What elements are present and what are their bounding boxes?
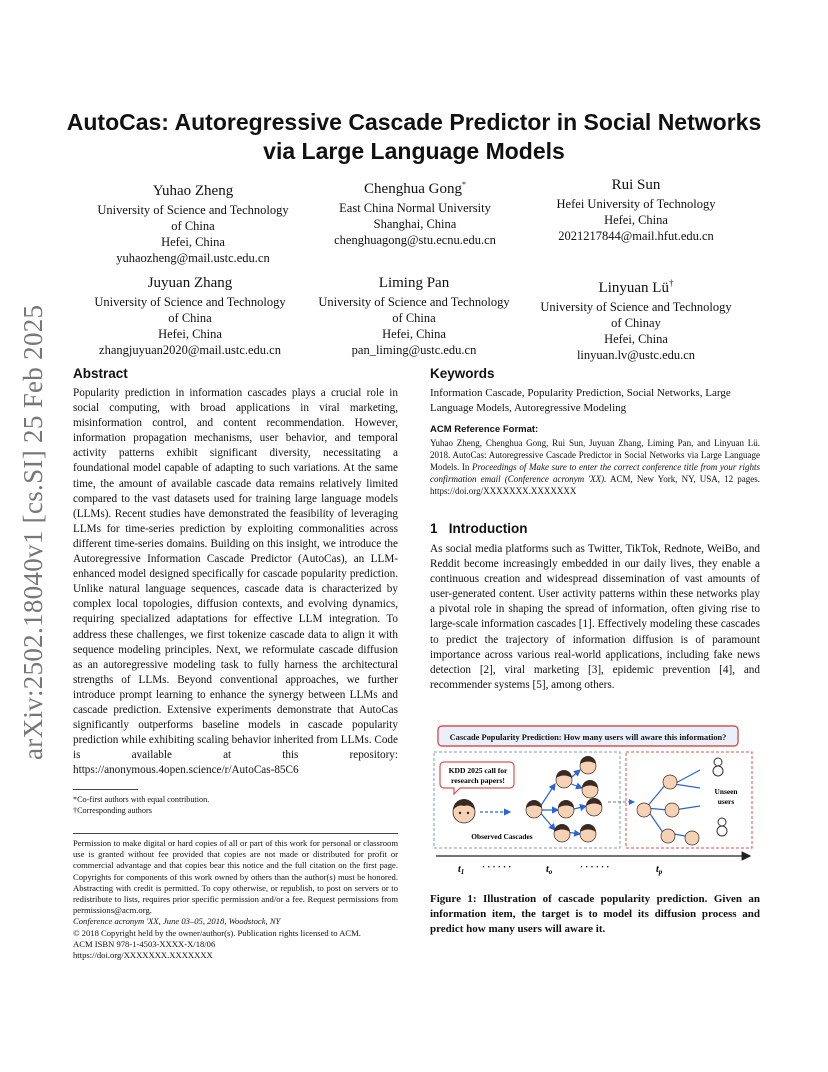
author-block-2: [305, 175, 525, 248]
footnote-corresponding: †Corresponding authors: [73, 806, 152, 815]
footnote-divider: [73, 789, 138, 790]
abstract-section: [73, 366, 398, 778]
keywords-text: Information Cascade, Popularity Prediction, Social Networks, Large Language Models, Autoregressive Modeling: [430, 387, 731, 414]
author-affiliation: University of Science and Technology: [97, 203, 289, 217]
time-label-tp: $t_p$: [656, 864, 663, 876]
footnote-cofirst: *Co-first authors with equal contribution.: [73, 795, 210, 804]
keywords-section: [430, 366, 760, 416]
author-affiliation: University of Science and Technology: [94, 295, 286, 309]
author-email: linyuan.lv@ustc.edu.cn: [576, 348, 696, 362]
author-block-3: [526, 175, 746, 244]
paper-title: AutoCas: Autoregressive Cascade Predictor in Social Networks via Large Language Models: [66, 109, 762, 164]
introduction-text: As social media platforms such as Twitter, TikTok, Rednote, WeiBo, and Reddit become increasingly embedded in our daily lives, they enable a continuous creation and widespread dissemination of vast amounts of user-generated content. User activity patterns within these networks play a pivotal role in shaping the spread of information, often giving rise to large-scale information cascades [1]. Effectively modeling these cascades to predict the trajectory of information diffusion is of paramount importance across various real-world applications, including fake news detection [2], viral marketing [3], epidemic prevention [4], and recommender systems [5], among others.: [430, 543, 760, 691]
author-email: chenghuagong@stu.ecnu.edu.cn: [334, 233, 496, 247]
author-email: pan_liming@ustc.edu.cn: [351, 343, 477, 357]
bubble-text-1: KDD 2025 call for: [448, 766, 508, 775]
figure-caption: Figure 1: Illustration of cascade popularity prediction. Given an information item, the target is to model its diffusion process and predict how many users will aware it.: [430, 893, 760, 936]
author-name: Linyuan Lü†: [598, 278, 674, 296]
abstract-text: Popularity prediction in information cascades plays a crucial role in social computing, with broad applications in viral marketing, misinformation control, and content recommendation. However, information propagation mechanisms, user behavior, and temporal activity patterns exhibit significant diversity, necessitating a foundational model capable of adapting to such variations. At the same time, the amount of available cascade data remains relatively limited compared to the vast datasets used for training large language models (LLMs). Recent studies have demonstrated the feasibility of leveraging LLMs for time-series prediction by exploiting commonalities across different time-series domains. Building on this insight, we introduce the Autoregressive Information Cascade Predictor (AutoCas), an LLM-enhanced model designed specifically for cascade popularity prediction. Unlike natural language sequences, cascade data is characterized by complex local topologies, diffusion contexts, and evolving dynamics, requiring specialized adaptations for effective LLM integration. To address these challenges, we first tokenize cascade data to align it with sequence modeling principles. Next, we reformulate cascade diffusion as an autoregressive modeling task to fully harness the architectural strengths of LLMs. Beyond conventional approaches, we further introduce prompt learning to enhance the synergy between LLMs and cascade prediction. Extensive experiments demonstrate that AutoCas significantly outperforms baseline models in cascade popularity prediction while exhibiting scaling behavior inherited from LLMs. Code is available at this repository: https://anonymous.4open.science/r/AutoCas-85C6: [73, 387, 398, 777]
author-name: Juyuan Zhang: [147, 275, 233, 291]
figure-banner-text: Cascade Popularity Prediction: How many users will aware this information?: [449, 733, 727, 742]
author-name: Chenghua Gong*: [364, 180, 466, 197]
author-city: Hefei, China: [604, 213, 668, 227]
author-city: Hefei, China: [604, 332, 668, 346]
author-name: Rui Sun: [611, 177, 661, 193]
author-name: Liming Pan: [378, 275, 450, 291]
author-block-1: [83, 175, 303, 266]
author-affiliation: of China: [392, 311, 436, 325]
arxiv-stamp: arXiv:2502.18040v1 [cs.SI] 25 Feb 2025: [18, 304, 48, 760]
isbn-line: ACM ISBN 978-1-4503-XXXX-X/18/06: [73, 938, 216, 949]
unseen-label-1: Unseen: [714, 787, 738, 796]
author-email: zhangjuyuan2020@mail.ustc.edu.cn: [99, 343, 281, 357]
bubble-text-2: research papers!: [451, 776, 505, 785]
author-block-5: [304, 273, 524, 358]
observed-cascades-label: Observed Cascades: [471, 832, 533, 841]
time-label-to: $t_o$: [546, 864, 553, 876]
copyright-line: © 2018 Copyright held by the owner/author(s). Publication rights licensed to ACM.: [73, 927, 361, 938]
author-affiliation: of China: [171, 219, 215, 233]
author-affiliation: East China Normal University: [339, 201, 491, 215]
author-affiliation: of Chinay: [611, 316, 661, 330]
unseen-label-2: users: [717, 797, 735, 806]
author-affiliation: University of Science and Technology: [318, 295, 510, 309]
acm-reference: [430, 424, 760, 497]
permission-block: [73, 838, 398, 961]
abstract-heading: Abstract: [73, 366, 128, 381]
author-block-6: [526, 273, 746, 363]
author-block-4: [80, 273, 300, 358]
author-name: Yuhao Zheng: [152, 183, 234, 199]
figure-cascade-illustration: [430, 722, 760, 882]
time-dots-2: · · · · · ·: [580, 862, 610, 872]
author-affiliation: University of Science and Technology: [540, 300, 732, 314]
footnotes: [73, 794, 398, 816]
predicted-user-avatars: [637, 775, 699, 845]
author-email: yuhaozheng@mail.ustc.edu.cn: [116, 251, 270, 265]
cascade-figure-svg: [430, 722, 760, 882]
source-user-avatar: [453, 799, 475, 823]
author-city: Hefei, China: [161, 235, 225, 249]
introduction-section: [430, 521, 760, 693]
time-label-t1: $t_1$: [458, 864, 465, 876]
time-dots-1: · · · · · ·: [482, 862, 512, 872]
cascade-user-avatars: [526, 756, 602, 842]
conference-line: Conference acronym 'XX, June 03–05, 2018, Woodstock, NY: [73, 916, 281, 927]
author-city: Hefei, China: [382, 327, 446, 341]
introduction-heading: 1 Introduction: [430, 521, 528, 536]
author-city: Hefei, China: [158, 327, 222, 341]
author-affiliation: Hefei University of Technology: [556, 197, 716, 211]
permission-text: Permission to make digital or hard copies of all or part of this work for personal or classroom use is granted without fee provided that copies are not made or distributed for profit or commercial advantage and that copies bear this notice and the full citation on the first page. Copyrights for components of this work owned by others than the author(s) must be honored. Abstracting with credit is permitted. To copy otherwise, or republish, to post on servers or to redistribute to lists, requires prior specific permission and/or a fee. Request permissions from permissions@acm.org.: [73, 838, 398, 916]
keywords-heading: Keywords: [430, 366, 495, 381]
acm-reference-heading: ACM Reference Format:: [430, 424, 539, 435]
acm-reference-text: Yuhao Zheng, Chenghua Gong, Rui Sun, Juyuan Zhang, Liming Pan, and Linyuan Lü. 2018. AutoCas: Autoregressive Cascade Predictor in Social Networks via Large Language Models. In Proceedings of Make sure to enter the correct conference title from your rights confirmation email (Conference acronym 'XX). ACM, New York, NY, USA, 12 pages. https://doi.org/XXXXXXX.XXXXXXX: [430, 438, 761, 496]
doi-line: https://doi.org/XXXXXXX.XXXXXXX: [73, 950, 213, 961]
author-city: Shanghai, China: [373, 217, 457, 231]
author-affiliation: of China: [168, 311, 212, 325]
permission-divider: [73, 833, 398, 834]
author-email: 2021217844@mail.hfut.edu.cn: [558, 229, 714, 243]
